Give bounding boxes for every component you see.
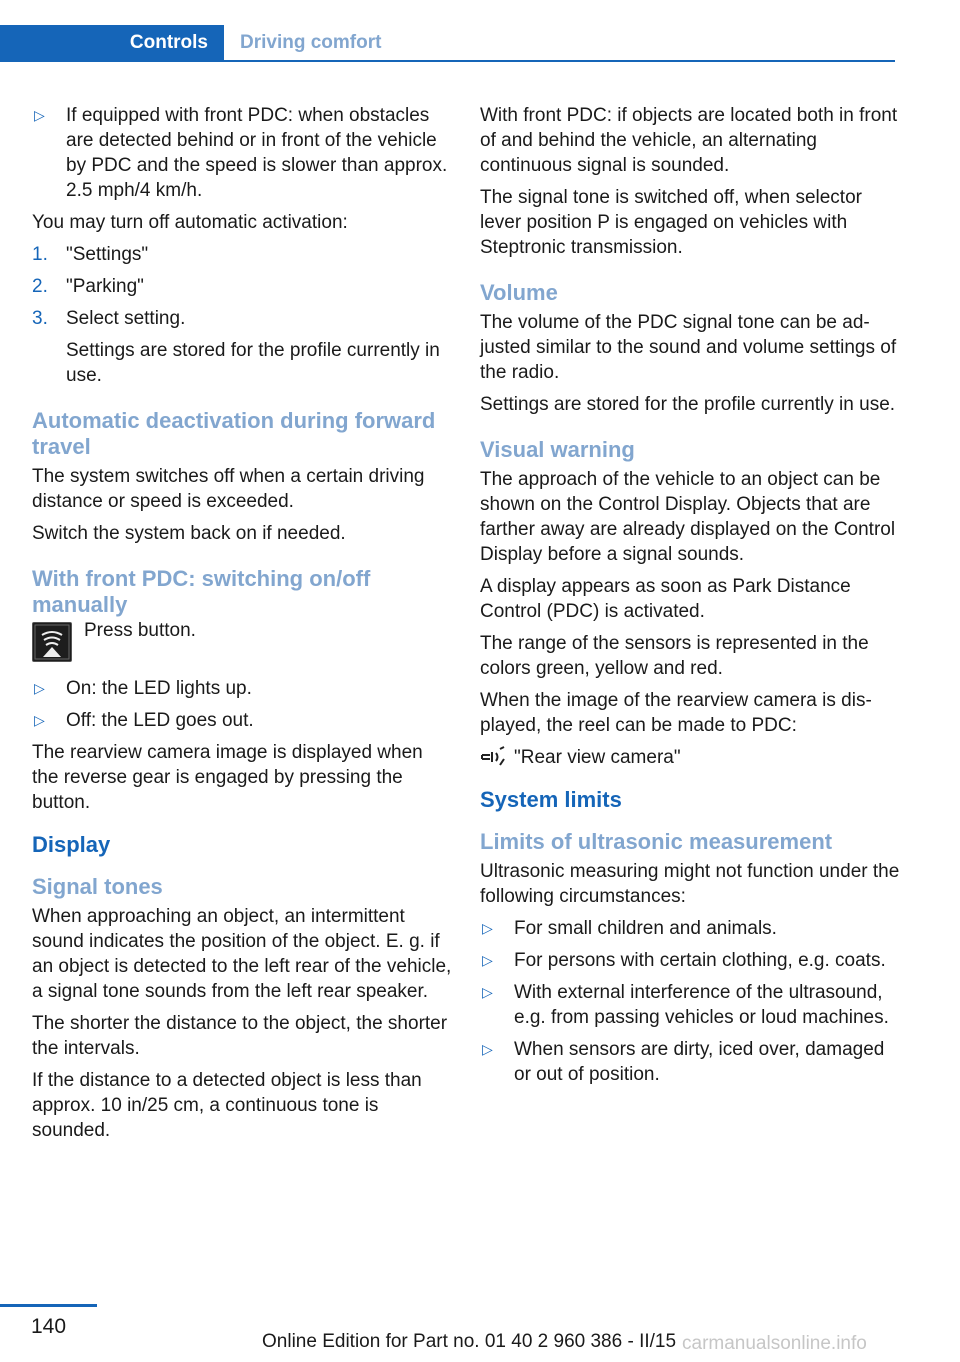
heading-signal-tones: Signal tones [32, 874, 163, 899]
list-item: ▷ If equipped with front PDC: when obstacles are detected behind or in front of the vehicle by PDC and the speed is slower than approx. 2.5 mph/4 km/h. [34, 105, 448, 201]
edition-text: Online Edition for Part no. 01 40 2 960 386 - II/15 [262, 1331, 677, 1352]
bullet-list-ultrasonic [480, 916, 900, 1087]
rear-view-camera-text: "Rear view camera" [514, 747, 681, 768]
list-item: 1. "Settings" [32, 244, 149, 265]
triangle-right-icon: ▷ [482, 984, 493, 1000]
right-column [480, 103, 900, 1094]
heading-volume: Volume [480, 280, 558, 305]
tone-off-text: The signal tone is switched off, when selector lever position P is engaged on vehicles with Steptronic transmission. [480, 187, 862, 258]
visual-text-4: When the image of the rearview camera is displayed, the reel can be made to PDC: [480, 690, 872, 736]
triangle-right-icon: ▷ [34, 680, 45, 696]
visual-text-3: The range of the sensors is represented in the colors green, yellow and red. [480, 633, 869, 679]
bullet-list-led [32, 676, 452, 733]
heading-display: Display [32, 832, 111, 857]
rearview-text: The rearview camera image is displayed when the reverse gear is engaged by pressing the button. [32, 742, 423, 813]
triangle-right-icon: ▷ [34, 107, 45, 123]
footer-rule [0, 1304, 97, 1307]
rear-view-camera-icon [480, 745, 506, 767]
rear-view-camera-line [480, 745, 900, 770]
heading-ultrasonic-limits: Limits of ultrasonic measurement [480, 829, 833, 854]
list-item: ▷ On: the LED lights up. [34, 678, 252, 699]
ultrasonic-text: Ultrasonic measuring might not function under the following circumstances: [480, 861, 900, 907]
signal-text-3: If the distance to a detected object is less than approx. 10 in/25 cm, a continuous tone is sounded. [32, 1070, 422, 1141]
triangle-right-icon: ▷ [34, 712, 45, 728]
list-item: ▷ For persons with certain clothing, e.g. coats. [482, 950, 886, 971]
pdc-button-icon [32, 622, 72, 662]
watermark: carmanualsonline.info [682, 1333, 867, 1354]
list-item: 3. Select setting. [32, 308, 186, 329]
heading-visual-warning: Visual warning [480, 437, 635, 462]
list-item: ▷ With external interference of the ultrasound, e.g. from passing vehicles or loud machines. [482, 982, 889, 1028]
visual-text-1: The approach of the vehicle to an object can be shown on the Control Display. Objects that are farther away are already displayed on the Control Display before a signal sounds. [480, 469, 896, 565]
bullet-list-activation [32, 103, 452, 203]
list-item: ▷ When sensors are dirty, iced over, damaged or out of position. [482, 1039, 885, 1085]
left-column [32, 103, 452, 1150]
header-rule [0, 60, 895, 62]
triangle-right-icon: ▷ [482, 920, 493, 936]
numbered-steps [32, 242, 452, 331]
signal-text-2: The shorter the distance to the object, the shorter the intervals. [32, 1013, 448, 1059]
step3-note: Settings are stored for the profile currently in use. [66, 340, 440, 386]
press-button-line [32, 622, 452, 662]
page-header [0, 25, 895, 62]
auto-deact-text-2: Switch the system back on if needed. [32, 523, 346, 544]
volume-text-2: Settings are stored for the profile currently in use. [480, 394, 896, 415]
turn-off-text: You may turn off automatic activation: [32, 212, 348, 233]
heading-automatic-deactivation: Automatic deactivation during forward travel [32, 408, 436, 459]
press-button-text: Press button. [84, 620, 196, 641]
triangle-right-icon: ▷ [482, 1041, 493, 1057]
header-tab-driving-comfort: Driving comfort [240, 31, 382, 53]
list-item: ▷ Off: the LED goes out. [34, 710, 254, 731]
heading-system-limits: System limits [480, 787, 622, 812]
page-number: 140 [30, 1315, 67, 1338]
auto-deact-text-1: The system switches off when a certain driving distance or speed is exceeded. [32, 466, 425, 512]
signal-text-1: When approaching an object, an intermittent sound indicates the position of the object. E. g. if an object is detected to the left rear of the vehicle, a signal tone sounds from the left rear speaker. [32, 906, 452, 1002]
triangle-right-icon: ▷ [482, 952, 493, 968]
heading-front-pdc: With front PDC: switching on/off manually [32, 566, 371, 617]
visual-text-2: A display appears as soon as Park Distance Control (PDC) is activated. [480, 576, 851, 622]
header-tab-controls: Controls [0, 25, 224, 60]
list-item: ▷ For small children and animals. [482, 918, 777, 939]
volume-text-1: The volume of the PDC signal tone can be adjusted similar to the sound and volume settings of the radio. [480, 312, 897, 383]
front-pdc-text: With front PDC: if objects are located both in front of and behind the vehicle, an alternating continuous signal is sounded. [480, 105, 898, 176]
list-item: 2. "Parking" [32, 276, 144, 297]
